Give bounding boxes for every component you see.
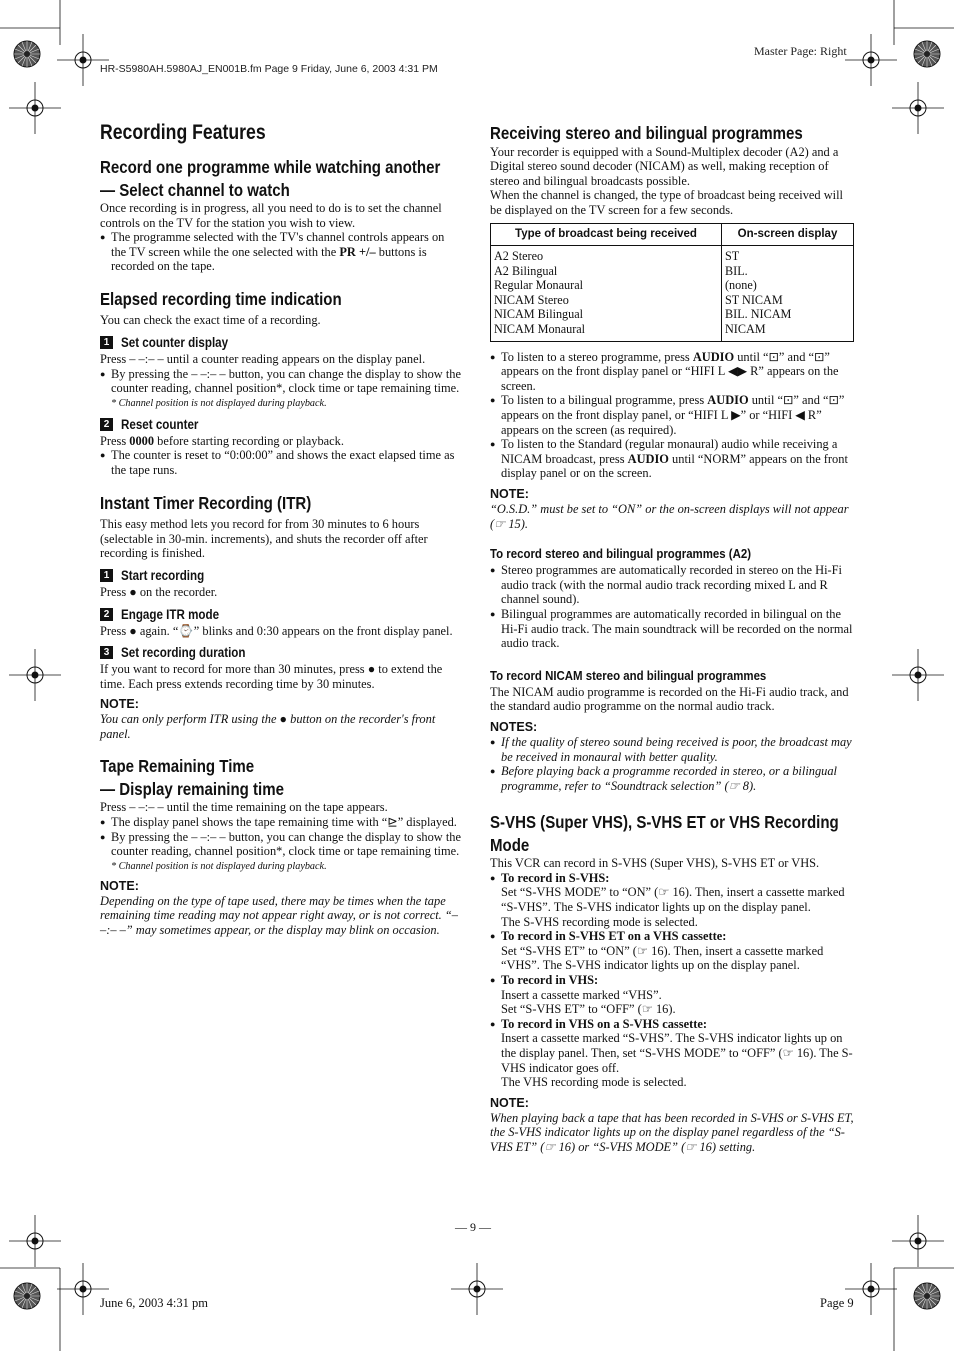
section-receiving-stereo [490, 122, 856, 531]
step-label: Set counter display [121, 335, 229, 351]
step-number: 2 [100, 418, 113, 431]
bullet-item: ● The programme selected with the TV's channel controls appears on the TV screen while the one selected with the PR +/– buttons is recorded on the tape. [100, 230, 462, 274]
bullet-item-text: Insert a cassette marked “S-VHS”. The S-VHS indicator lights up on the display panel. Then, set “S-VHS MODE” to “OFF” (☞ 16). The S-VHS indicator goes off. [501, 1031, 853, 1075]
table-cell: NICAM Stereo [491, 293, 722, 308]
table-header: On-screen display [722, 224, 854, 246]
note-text: You can only perform ITR using the ● button on the recorder's front panel. [100, 712, 436, 741]
bullet-item: ● The display panel shows the tape remaining time with “⊵” displayed. [100, 815, 462, 830]
header-file-info: HR-S5980AH.5980AJ_EN001B.fm Page 9 Friday, June 6, 2003 4:31 PM [100, 63, 438, 75]
section-record-nicam [490, 667, 856, 794]
bullet-item-text: Set “S-VHS ET” to “ON” (☞ 16). Then, insert a cassette marked “VHS”. The S-VHS indicator lights up on the display panel. [501, 943, 824, 973]
section-record-a2 [490, 545, 856, 651]
paragraph: If you want to record for more than 30 minutes, press ● to extend the time. Each press extends recording time by 30 minutes. [100, 662, 443, 691]
bullet-item-heading: ● To record in VHS on a S-VHS cassette: [490, 1017, 856, 1032]
note-text: When playing back a tape that has been recorded in S-VHS or S-VHS ET, the S-VHS indicator lights up on the display panel regardless of the “S-VHS ET” (☞ 16) or “S-VHS MODE” (☞ 16) setting. [490, 1110, 854, 1154]
paragraph: Press 0000 before starting recording or playback. [100, 433, 344, 448]
section-heading: S-VHS (Super VHS), S-VHS ET or VHS Recording [490, 812, 839, 833]
table-cell: NICAM Monaural [491, 322, 722, 341]
table-cell: ST NICAM [722, 293, 854, 308]
paragraph: Your recorder is equipped with a Sound-Multiplex decoder (A2) and a Digital stereo sound decoder (NICAM) as well, making reception of stereo and bilingual broadcasts possible. [490, 144, 839, 188]
section-itr [100, 492, 462, 742]
bullet-item: ● The counter is reset to “0:00:00” and shows the exact elapsed time as the tape runs. [100, 448, 462, 477]
step-label: Set recording duration [121, 645, 246, 661]
note-label: NOTE: [490, 1095, 529, 1110]
subsection-heading: To record stereo and bilingual programmes (A2) [490, 546, 752, 562]
section-heading-sub: — Display remaining time [100, 778, 284, 799]
step-3 [100, 644, 462, 661]
bullet-item-heading: ● To record in VHS: [490, 973, 856, 988]
step-label: Start recording [121, 567, 205, 583]
paragraph: You can check the exact time of a recording. [100, 313, 321, 328]
note-item: ● If the quality of stereo sound being received is poor, the broadcast may be received in monaural with better quality. [490, 735, 856, 764]
step-1 [100, 567, 462, 584]
footnote: * Channel position is not displayed during playback. [111, 860, 327, 872]
bullet-item: ● By pressing the – –:– – button, you can change the display to show the counter reading, channel position*, clock time or tape remaining time. [100, 367, 462, 396]
table-row [491, 322, 854, 341]
step-label: Engage ITR mode [121, 606, 220, 622]
bullet-item-text: Set “S-VHS MODE” to “ON” (☞ 16). Then, insert a cassette marked “S-VHS”. The S-VHS indicator lights up on the display panel. [501, 885, 845, 915]
step-label: Reset counter [121, 416, 199, 432]
table-cell: Regular Monaural [491, 278, 722, 293]
section-tape-remaining [100, 755, 462, 937]
paragraph: This easy method lets you record for from 30 minutes to 6 hours (selectable in 30-min. increments), and shuts the recorder off after recording is finished. [100, 517, 428, 561]
table-cell: NICAM Bilingual [491, 307, 722, 322]
table-cell: BIL. NICAM [722, 307, 854, 322]
paragraph: Press ● on the recorder. [100, 584, 218, 599]
bullet-item: ● Bilingual programmes are automatically recorded in bilingual on the Hi-Fi audio track. The main soundtrack will be recorded on the normal audio track. [490, 607, 856, 651]
table-row [491, 278, 854, 293]
step-2 [100, 416, 462, 433]
section-heading: Receiving stereo and bilingual programmes [490, 123, 803, 143]
page-title: Recording Features [100, 121, 266, 144]
subsection-heading: To record NICAM stereo and bilingual programmes [490, 667, 767, 683]
section-svhs-mode [490, 811, 856, 1154]
table-cell: A2 Stereo [491, 246, 722, 264]
step-number: 1 [100, 336, 113, 349]
step-number: 1 [100, 569, 113, 582]
section-record-while-watching [100, 156, 462, 274]
table-row [491, 264, 854, 279]
step-number: 2 [100, 608, 113, 621]
page-number: — 9 — [455, 1220, 491, 1234]
header-master-page: Master Page: Right [754, 44, 847, 58]
bullet-item: ● To listen to a bilingual programme, press AUDIO until “⊡” and “⊡” appears on the front display panel, or “HIFI L ▶” or “HIFI ◀ R” appears on the screen (as required). [490, 393, 856, 437]
footer-date: June 6, 2003 4:31 pm [100, 1296, 208, 1310]
bullet-item: ● Stereo programmes are automatically recorded in stereo on the Hi-Fi audio track (with the normal audio track recording mixed L and R channel sound). [490, 563, 856, 607]
broadcast-table [490, 223, 854, 341]
bullet-item-text: The S-VHS recording mode is selected. [501, 914, 698, 929]
note-label: NOTE: [100, 878, 139, 893]
paragraph: This VCR can record in S-VHS (Super VHS), S-VHS ET or VHS. [490, 856, 820, 871]
section-heading: Record one programme while watching another [100, 157, 441, 177]
table-row [491, 293, 854, 308]
note-label: NOTE: [490, 486, 529, 501]
note-label: NOTE: [100, 697, 139, 712]
paragraph: Press – –:– – until a counter reading appears on the display panel. [100, 352, 426, 367]
paragraph: Press – –:– – until the time remaining on the tape appears. [100, 800, 388, 815]
note-item: ● Before playing back a programme recorded in stereo, or a bilingual programme, refer to “Soundtrack selection” (☞ 8). [490, 764, 856, 793]
left-column [100, 120, 462, 938]
footer-page: Page 9 [820, 1296, 854, 1310]
bullet-item: ● By pressing the – –:– – button, you can change the display to show the counter reading, channel position*, clock time or tape remaining time. [100, 830, 462, 859]
bullet-item: ● To listen to a stereo programme, press AUDIO until “⊡” and “⊡” appears on the front display panel or “HIFI L ◀▶ R” appears on the screen. [490, 350, 856, 394]
note-text: “O.S.D.” must be set to “ON” or the on-screen displays will not appear (☞ 15). [490, 501, 849, 531]
right-column [490, 120, 856, 1155]
step-2 [100, 606, 462, 623]
paragraph: Press ● again. “⌚” blinks and 0:30 appears on the front display panel. [100, 623, 453, 638]
section-heading-sub: — Select channel to watch [100, 179, 290, 200]
bullet-item-heading: ● To record in S-VHS ET on a VHS cassette: [490, 929, 856, 944]
paragraph: Once recording is in progress, all you need to do is to set the channel controls on the TV for the station you wish to view. [100, 201, 442, 230]
table-cell: NICAM [722, 322, 854, 341]
footnote: * Channel position is not displayed during playback. [111, 397, 327, 409]
table-cell: (none) [722, 278, 854, 293]
note-text: Depending on the type of tape used, there may be times when the tape remaining time reading may not appear right away, or is not correct. “– –:– –” may sometimes appear, or the display may blink on occasion. [100, 893, 458, 938]
bullet-item-text: Set “S-VHS ET” to “OFF” (☞ 16). [501, 1002, 676, 1017]
bullet-item: ● To listen to the Standard (regular monaural) audio while receiving a NICAM broadcast, press AUDIO until “NORM” appears on the front display panel or on the screen. [490, 437, 856, 481]
table-cell: A2 Bilingual [491, 264, 722, 279]
notes-label: NOTES: [490, 719, 538, 734]
bullet-item-text: Insert a cassette marked “VHS”. [501, 987, 662, 1002]
step-number: 3 [100, 646, 113, 659]
table-row [491, 246, 854, 264]
section-heading-sub: Mode [490, 834, 530, 855]
table-header: Type of broadcast being received [491, 224, 722, 246]
section-heading: Instant Timer Recording (ITR) [100, 492, 312, 513]
bullet-item-text: The VHS recording mode is selected. [501, 1075, 687, 1090]
section-heading: Tape Remaining Time [100, 756, 255, 777]
section-elapsed-time [100, 288, 462, 478]
paragraph: When the channel is changed, the type of broadcast being received will be displayed on the TV screen for a few seconds. [490, 188, 843, 217]
step-1 [100, 334, 462, 351]
bullet-item-heading: ● To record in S-VHS: [490, 871, 856, 886]
table-row [491, 307, 854, 322]
section-heading: Elapsed recording time indication [100, 288, 342, 309]
paragraph: The NICAM audio programme is recorded on the Hi-Fi audio track, and the standard audio programme on the normal audio track. [490, 684, 849, 714]
table-cell: ST [722, 246, 854, 264]
table-cell: BIL. [722, 264, 854, 279]
